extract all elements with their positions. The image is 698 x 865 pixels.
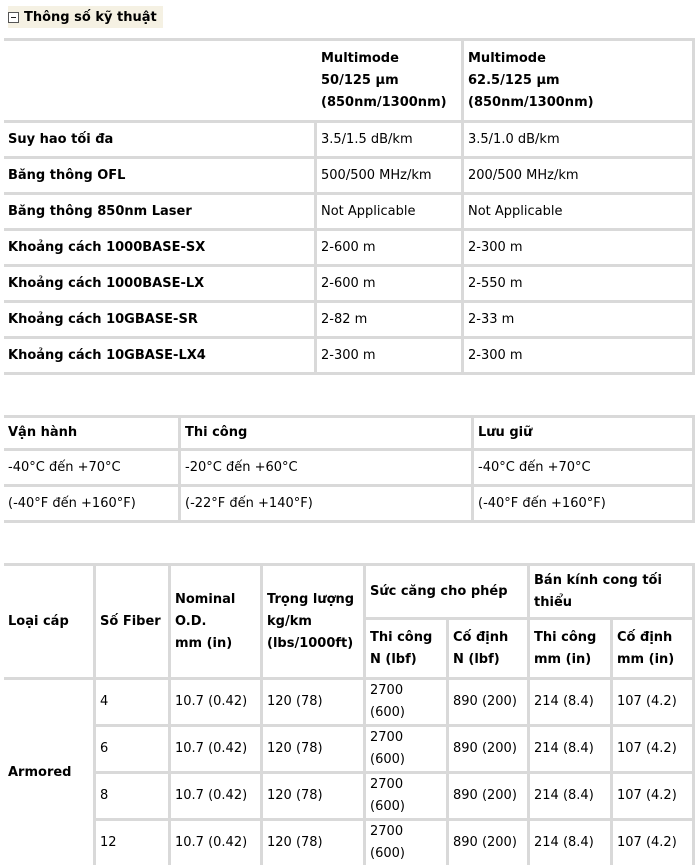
- cable-header-tension-fixed-line1: Cố định: [453, 629, 509, 645]
- cable-tension-install: 2700 (600): [366, 821, 449, 865]
- cable-header-row-1: [4, 563, 695, 620]
- cable-bend-install: 214 (8.4): [530, 821, 613, 865]
- cable-tension-install: 2700 (600): [366, 727, 449, 774]
- temperature-header-row: [4, 415, 695, 451]
- cable-tension-fixed: 890 (200): [449, 727, 530, 774]
- cable-table: [4, 563, 695, 865]
- cable-header-tension-install-line2: N (lbf): [370, 651, 417, 667]
- temp-celsius-storage: -40°C đến +70°C: [474, 451, 695, 487]
- cable-header-od-line3: mm (in): [175, 635, 233, 651]
- spec-value-62: 200/500 MHz/km: [464, 159, 695, 195]
- section-title: Thông số kỹ thuật: [24, 9, 157, 25]
- spec-value-50: Not Applicable: [317, 195, 464, 231]
- cable-tension-install: 2700 (600): [366, 774, 449, 821]
- cable-bend-install: 214 (8.4): [530, 680, 613, 727]
- cable-header-bend-fixed-line1: Cố định: [617, 629, 673, 645]
- spec-value-50: 2-82 m: [317, 303, 464, 339]
- spec-label: Khoảng cách 1000BASE-LX: [4, 267, 317, 303]
- temp-header-installation: Thi công: [181, 415, 474, 451]
- cable-header-bend-line2: thiểu: [534, 594, 573, 610]
- temp-header-operation: Vận hành: [4, 415, 181, 451]
- spec-header-62-line3: (850nm/1300nm): [468, 94, 594, 110]
- cable-tension-install: 2700 (600): [366, 680, 449, 727]
- cable-header-bend-install-line1: Thi công: [534, 629, 597, 645]
- cable-header-bend-line1: Bán kính cong tối: [534, 572, 662, 588]
- temp-celsius-installation: -20°C đến +60°C: [181, 451, 474, 487]
- cable-fiber: 4: [96, 680, 171, 727]
- cable-header-type: Loại cáp: [4, 563, 96, 680]
- cable-weight: 120 (78): [263, 727, 366, 774]
- temp-header-storage: Lưu giữ: [474, 415, 695, 451]
- spec-value-62: 3.5/1.0 dB/km: [464, 123, 695, 159]
- temp-fahrenheit-storage: (-40°F đến +160°F): [474, 487, 695, 523]
- cable-bend-fixed: 107 (4.2): [613, 727, 695, 774]
- spec-value-62: 2-300 m: [464, 231, 695, 267]
- table-row: [4, 680, 695, 727]
- cable-type-value: Armored: [4, 680, 96, 865]
- spec-value-50: 2-600 m: [317, 231, 464, 267]
- cable-od: 10.7 (0.42): [171, 821, 263, 865]
- table-row: [4, 231, 695, 267]
- cable-tension-fixed: 890 (200): [449, 774, 530, 821]
- spec-label: Băng thông 850nm Laser: [4, 195, 317, 231]
- spec-value-62: 2-300 m: [464, 339, 695, 375]
- spec-header-blank: [4, 38, 317, 123]
- table-row: [4, 727, 695, 774]
- table-row: [4, 339, 695, 375]
- cable-header-weight-line2: kg/km: [267, 613, 312, 629]
- cable-header-tension-fixed-line2: N (lbf): [453, 651, 500, 667]
- spec-header-50-line1: Multimode: [321, 50, 399, 66]
- spec-value-50: 500/500 MHz/km: [317, 159, 464, 195]
- cable-tension-fixed: 890 (200): [449, 680, 530, 727]
- spec-header-62-line2: 62.5/125 µm: [468, 72, 560, 88]
- cable-fiber: 12: [96, 821, 171, 865]
- table-row: [4, 451, 695, 487]
- spec-header-row: [4, 38, 695, 123]
- section-header[interactable]: [8, 6, 163, 28]
- collapse-toggle-icon[interactable]: [8, 12, 19, 23]
- spec-header-62-line1: Multimode: [468, 50, 546, 66]
- cable-od: 10.7 (0.42): [171, 680, 263, 727]
- temp-fahrenheit-installation: (-22°F đến +140°F): [181, 487, 474, 523]
- table-row: [4, 159, 695, 195]
- cable-header-bend: [530, 563, 695, 620]
- table-row: [4, 774, 695, 821]
- cable-od: 10.7 (0.42): [171, 774, 263, 821]
- spec-label: Khoảng cách 10GBASE-LX4: [4, 339, 317, 375]
- cable-bend-install: 214 (8.4): [530, 774, 613, 821]
- spec-value-50: 2-300 m: [317, 339, 464, 375]
- cable-tension-fixed: 890 (200): [449, 821, 530, 865]
- table-row: [4, 303, 695, 339]
- cable-weight: 120 (78): [263, 774, 366, 821]
- cable-header-weight-line1: Trọng lượng: [267, 591, 355, 607]
- table-row: [4, 267, 695, 303]
- cable-header-bend-install-line2: mm (in): [534, 651, 592, 667]
- spec-value-62: 2-33 m: [464, 303, 695, 339]
- spec-label: Suy hao tối đa: [4, 123, 317, 159]
- table-row: [4, 123, 695, 159]
- cable-header-od-line2: O.D.: [175, 613, 207, 629]
- table-row: [4, 487, 695, 523]
- spec-table: [4, 38, 695, 375]
- spec-header-62: [464, 38, 695, 123]
- cable-bend-install: 214 (8.4): [530, 727, 613, 774]
- spec-value-62: 2-550 m: [464, 267, 695, 303]
- cable-header-bend-fixed-line2: mm (in): [617, 651, 675, 667]
- spec-header-50-line3: (850nm/1300nm): [321, 94, 447, 110]
- cable-header-tension-fixed: [449, 620, 530, 680]
- cable-weight: 120 (78): [263, 821, 366, 865]
- cable-header-od-line1: Nominal: [175, 591, 236, 607]
- table-row: [4, 821, 695, 865]
- spec-value-50: 3.5/1.5 dB/km: [317, 123, 464, 159]
- spec-value-50: 2-600 m: [317, 267, 464, 303]
- spec-label: Băng thông OFL: [4, 159, 317, 195]
- table-row: [4, 195, 695, 231]
- cable-header-weight: [263, 563, 366, 680]
- spec-label: Khoảng cách 1000BASE-SX: [4, 231, 317, 267]
- cable-header-bend-install: [530, 620, 613, 680]
- cable-header-od: [171, 563, 263, 680]
- temp-celsius-operation: -40°C đến +70°C: [4, 451, 181, 487]
- cable-od: 10.7 (0.42): [171, 727, 263, 774]
- spec-header-50-line2: 50/125 µm: [321, 72, 399, 88]
- cable-header-tension-install-line1: Thi công: [370, 629, 433, 645]
- cable-bend-fixed: 107 (4.2): [613, 821, 695, 865]
- spec-value-62: Not Applicable: [464, 195, 695, 231]
- cable-fiber: 6: [96, 727, 171, 774]
- cable-header-tension: Sức căng cho phép: [366, 563, 530, 620]
- cable-header-fiber: Số Fiber: [96, 563, 171, 680]
- cable-weight: 120 (78): [263, 680, 366, 727]
- spec-header-50: [317, 38, 464, 123]
- temp-fahrenheit-operation: (-40°F đến +160°F): [4, 487, 181, 523]
- cable-header-weight-line3: (lbs/1000ft): [267, 635, 354, 651]
- cable-header-tension-install: [366, 620, 449, 680]
- spec-label: Khoảng cách 10GBASE-SR: [4, 303, 317, 339]
- cable-header-bend-fixed: [613, 620, 695, 680]
- cable-bend-fixed: 107 (4.2): [613, 680, 695, 727]
- temperature-table: [4, 415, 695, 523]
- cable-fiber: 8: [96, 774, 171, 821]
- cable-bend-fixed: 107 (4.2): [613, 774, 695, 821]
